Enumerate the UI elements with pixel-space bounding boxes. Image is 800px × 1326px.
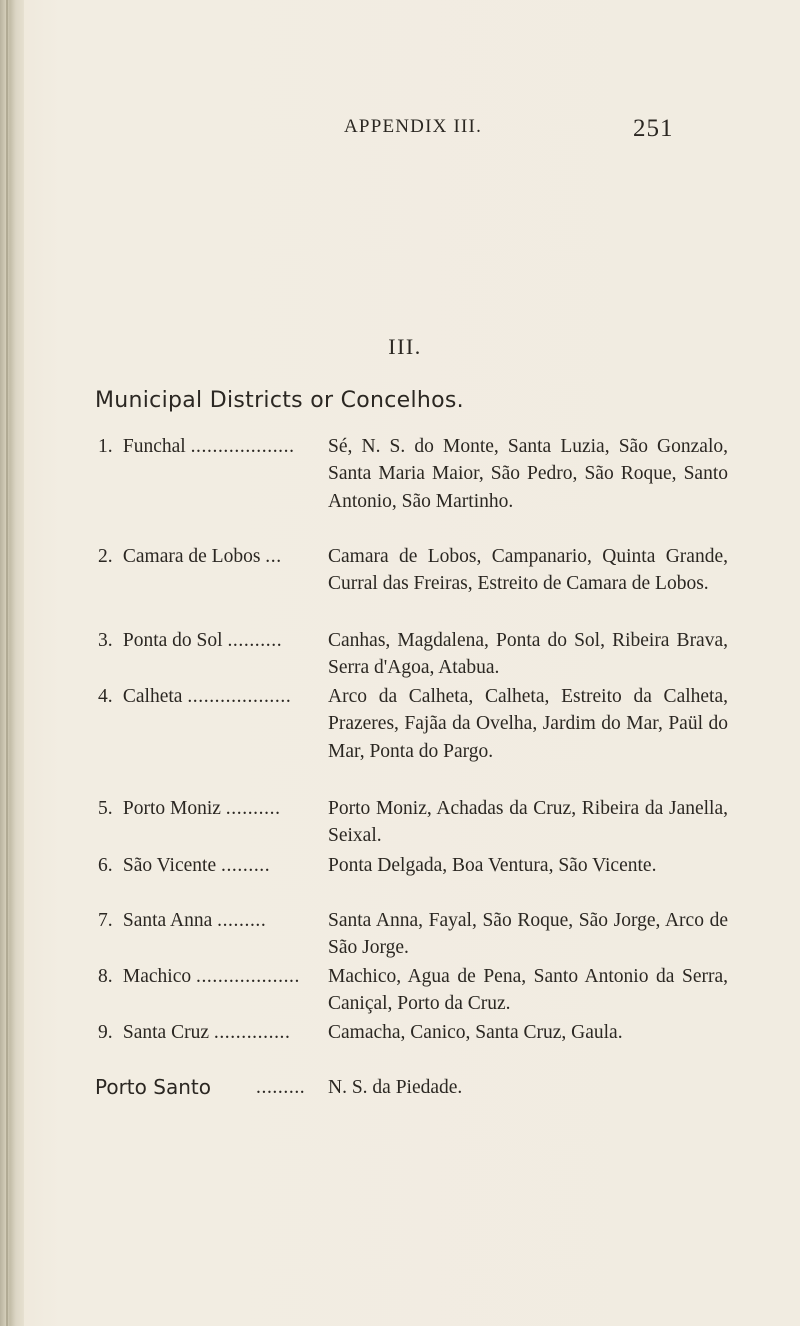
district-number: 7.: [98, 910, 113, 931]
district-name: Ponta do Sol: [122, 630, 223, 651]
page-number: 251: [633, 115, 674, 142]
district-name-cell: [98, 1019, 328, 1046]
dot-leader: ...................: [187, 686, 292, 707]
dot-leader: ..........: [227, 630, 283, 651]
district-name-cell: [98, 795, 328, 822]
district-number: 1.: [98, 436, 113, 457]
district-parishes: Arco da Calheta, Calheta, Estreito da Calheta, Prazeres, Fajãa da Ovelha, Jardim do Mar, Paül do Mar, Ponta do Pargo.: [328, 686, 728, 762]
district-parishes: Camara de Lobos, Campanario, Quinta Grande, Curral das Freiras, Estreito de Camara de Lobos.: [328, 546, 728, 595]
section-numeral: III.: [388, 334, 422, 359]
dot-leader: ..............: [213, 1022, 291, 1043]
district-name: Machico: [122, 966, 192, 987]
district-parishes: Porto Moniz, Achadas da Cruz, Ribeira da Janella, Seixal.: [328, 798, 728, 847]
section-heading: Municipal Districts or Concelhos.: [95, 388, 464, 413]
dot-leader: ...: [265, 546, 282, 567]
district-number: 2.: [98, 546, 113, 567]
district-name-cell: [98, 963, 328, 990]
district-name: Porto Moniz: [122, 798, 221, 819]
district-name-cell: [98, 433, 328, 460]
district-name: Santa Anna: [122, 910, 213, 931]
district-name-cell: [98, 627, 328, 654]
district-parishes: Ponta Delgada, Boa Ventura, São Vicente.: [328, 855, 657, 876]
district-parishes: Sé, N. S. do Monte, Santa Luzia, São Gonzalo, Santa Maria Maior, São Pedro, São Roque, Santo Antonio, São Martinho.: [328, 436, 728, 512]
district-parishes: Camacha, Canico, Santa Cruz, Gaula.: [328, 1022, 623, 1043]
dot-leader: ...................: [190, 436, 295, 457]
district-name: São Vicente: [122, 855, 217, 876]
district-number: 6.: [98, 855, 113, 876]
district-name: Camara de Lobos: [122, 546, 261, 567]
district-number: 5.: [98, 798, 113, 819]
running-head: [0, 116, 800, 146]
running-title: APPENDIX III.: [344, 116, 483, 137]
district-name-cell: [98, 683, 328, 710]
district-parishes: Machico, Agua de Pena, Santo Antonio da Serra, Caniçal, Porto da Cruz.: [328, 966, 728, 1015]
dot-leader: ...................: [195, 966, 301, 987]
porto-santo-name: Porto Santo: [95, 1075, 211, 1099]
district-name-cell: [98, 907, 328, 934]
district-number: 9.: [98, 1022, 113, 1043]
book-binding-edge: [0, 0, 24, 1326]
district-name: Funchal: [122, 436, 186, 457]
dot-leader: .........: [217, 910, 267, 931]
district-name-cell: [98, 852, 328, 879]
district-number: 4.: [98, 686, 113, 707]
district-name: Calheta: [122, 686, 183, 707]
district-name: Santa Cruz: [122, 1022, 209, 1043]
district-name-cell: [98, 543, 328, 570]
district-number: 8.: [98, 966, 113, 987]
binding-shadow-line: [6, 0, 8, 1326]
district-parishes: Canhas, Magdalena, Ponta do Sol, Ribeira Brava, Serra d'Agoa, Atabua.: [328, 630, 728, 679]
district-number: 3.: [98, 630, 113, 651]
dot-leader: .........: [220, 855, 271, 876]
dot-leader: .........: [256, 1077, 306, 1098]
dot-leader: ..........: [225, 798, 281, 819]
district-parishes: Santa Anna, Fayal, São Roque, São Jorge, Arco de São Jorge.: [328, 910, 728, 959]
porto-santo-parishes: N. S. da Piedade.: [328, 1077, 463, 1098]
